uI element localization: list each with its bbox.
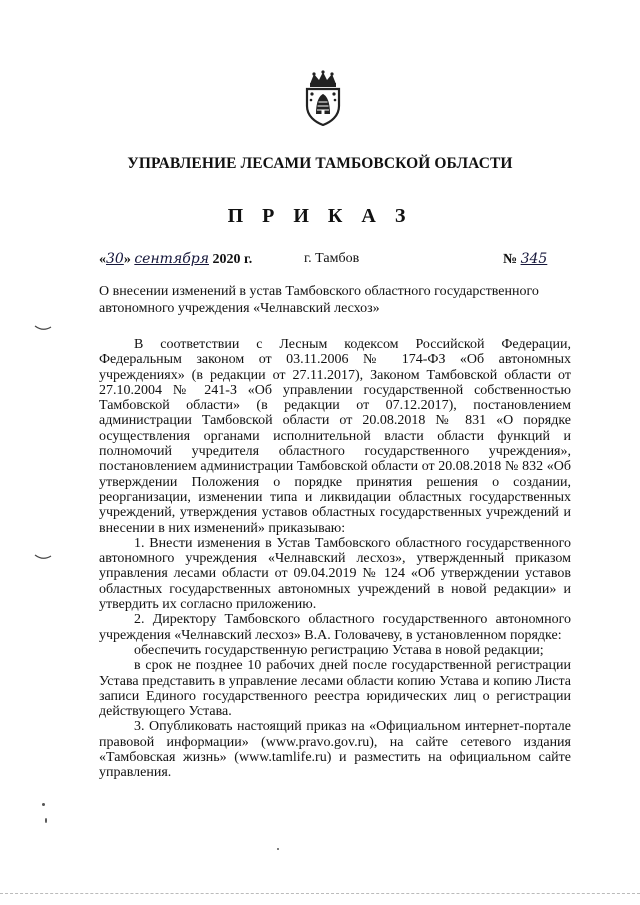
binding-mark [34, 553, 52, 561]
clause-3-paragraph: 3. Опубликовать настоящий приказ на «Официальном интернет-портале правовой информации» (www.pravo.gov.ru), на сайте сетевого издания «Тамбовская жизнь» (www.tamlife.ru) и разместить на официальном сайте управления. [99, 719, 571, 781]
scan-speck [42, 803, 45, 806]
organization-name: УПРАВЛЕНИЕ ЛЕСАМИ ТАМБОВСКОЙ ОБЛАСТИ [127, 155, 513, 172]
date-year: 2020 г. [212, 252, 253, 267]
number-handwritten: 345 [520, 251, 548, 267]
scan-speck [45, 818, 47, 823]
date-open-quote: « [99, 252, 106, 267]
preamble-paragraph: В соответствии с Лесным кодексом Российской Федерации, Федеральным законом от 03.11.2006 № 174-ФЗ «Об автономных учреждениях» (в редакции от 27.11.2017), Законом Тамбовской области от 27.10.2004 № 241-З «Об управлении государственной собственностью Тамбовской области» (в редакции от 07.12.2017), постановлением администрации Тамбовской области от 20.08.2018 № 831 «О порядке осуществления органами исполнительной власти области функций и полномочий учредителя областного государственного учреждения», постановлением администрации Тамбовской области от 20.08.2018 № 832 «Об утверждении Положения о порядке принятия решения о создании, реорганизации, изменении типа и ликвидации областных государственных учреждений, утверждения уставов областных государственных учреждений и внесении в них изменений» приказываю: [99, 337, 571, 536]
tambov-coat-of-arms-icon [298, 70, 348, 126]
date-day-handwritten: 30 [106, 251, 124, 267]
page-edge [0, 893, 640, 895]
order-date [99, 251, 252, 268]
city: г. Тамбов [304, 251, 360, 266]
date-month-handwritten: сентября [134, 251, 209, 267]
clause-1-paragraph: 1. Внести изменения в Устав Тамбовского областного государственного автономного учреждения «Челнавский лесхоз», утвержденный приказом управления лесами области от 09.04.2019 № 124 «Об утверждении уставов областных государственных автономных учреждений в новой редакции» и утвердить их согласно приложению. [99, 535, 571, 613]
clause-2-item-copies: в срок не позднее 10 рабочих дней после государственной регистрации Устава представить в управление лесами области копию Устава и копию Листа записи Единого государственного реестра юридических лиц о регистрации действующего Устава. [99, 658, 571, 720]
clause-2-item-registration: обеспечить государственную регистрацию Устава в новой редакции; [134, 642, 544, 658]
number-prefix: № [503, 252, 518, 267]
order-subject: О внесении изменений в устав Тамбовского областного государственного автономного учреждения «Челнавский лесхоз» [99, 284, 539, 316]
scan-speck [277, 848, 279, 850]
clause-2-paragraph: 2. Директору Тамбовского областного государственного автономного учреждения «Челнавский лесхоз» В.А. Головачеву, в установленном порядке: [99, 612, 571, 643]
binding-mark [34, 324, 52, 332]
order-body [99, 337, 571, 781]
document-type-title: П Р И К А З [227, 205, 413, 227]
date-mid-quote: » [123, 252, 131, 267]
order-number [503, 251, 547, 268]
